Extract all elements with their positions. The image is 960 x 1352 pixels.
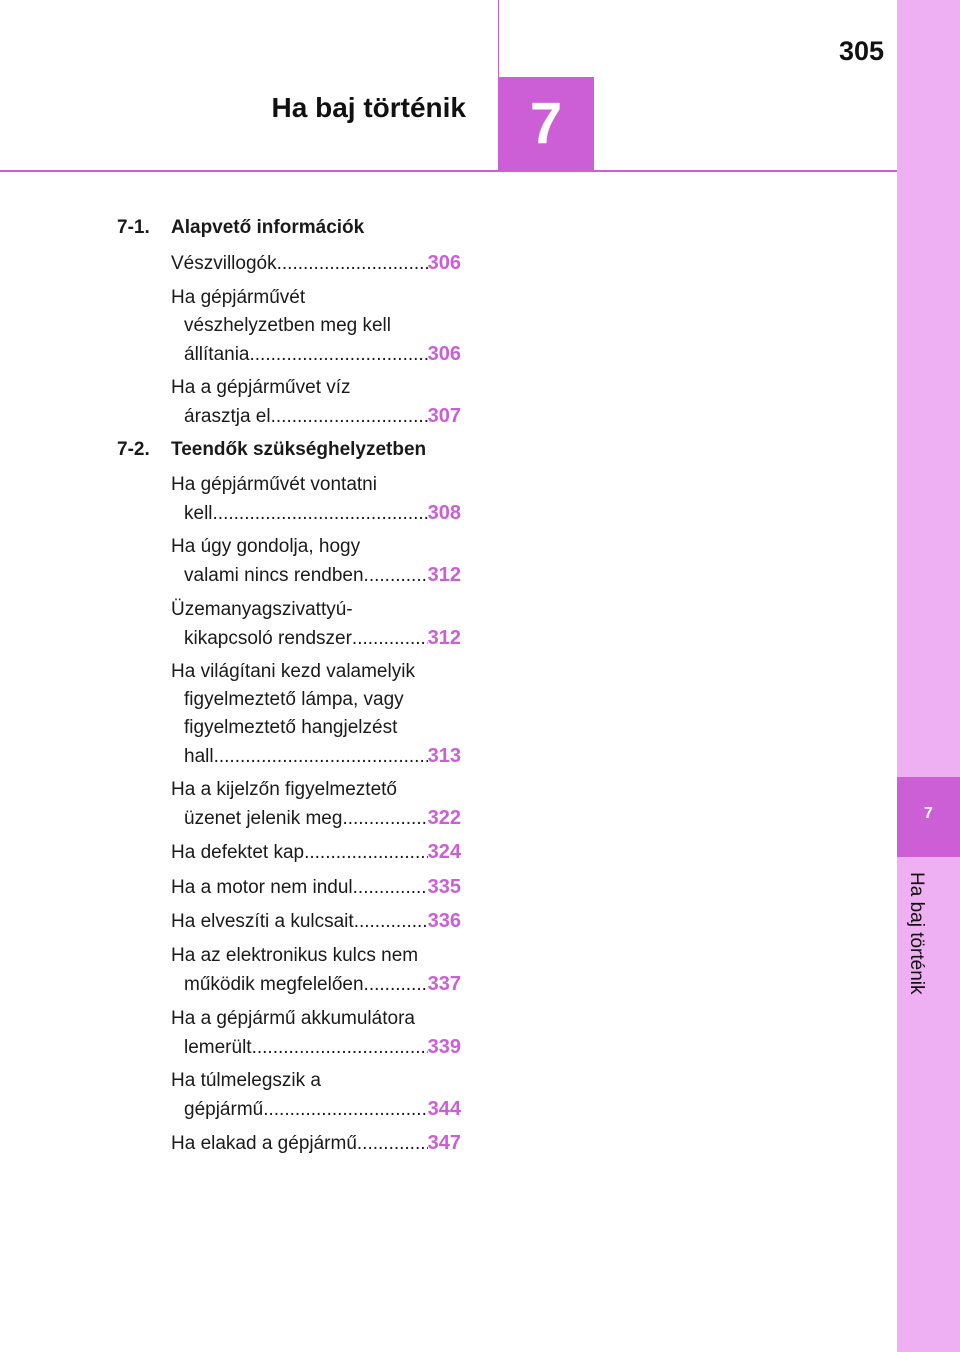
- entry-text: figyelmeztető lámpa, vagy: [184, 689, 404, 710]
- entry-text: gépjármű: [184, 1099, 264, 1120]
- entry-text: hall: [184, 746, 214, 767]
- entry-text: valami nincs rendben: [184, 565, 364, 586]
- toc-entry[interactable]: [171, 873, 461, 902]
- entry-page[interactable]: 344: [427, 1098, 461, 1120]
- page-number: 305: [838, 36, 884, 66]
- entry-page[interactable]: 335: [427, 876, 461, 898]
- entry-text: üzenet jelenik meg: [184, 808, 343, 829]
- toc-entry[interactable]: [171, 249, 461, 278]
- section-number: 7-1.: [117, 217, 150, 238]
- leader-dots: [342, 805, 427, 833]
- leader-dots: [213, 500, 428, 528]
- toc-entry[interactable]: [171, 1005, 461, 1062]
- entry-page[interactable]: 307: [427, 405, 461, 427]
- entry-text: Ha túlmelegszik a: [171, 1070, 321, 1091]
- entry-text: Ha elveszíti a kulcsait: [171, 911, 354, 932]
- entry-text: Ha a gépjármű akkumulátora: [171, 1008, 415, 1029]
- toc-entry[interactable]: [171, 471, 461, 528]
- leader-dots: [250, 341, 428, 369]
- leader-dots: [263, 1096, 427, 1124]
- section-title: Alapvető információk: [171, 217, 365, 238]
- entry-text: kikapcsoló rendszer: [184, 628, 352, 649]
- leader-dots: [304, 839, 428, 867]
- entry-text: állítania: [184, 344, 250, 365]
- section-number: 7-2.: [117, 439, 150, 460]
- leader-dots: [357, 1130, 428, 1158]
- entry-page[interactable]: 322: [427, 807, 461, 829]
- entry-page[interactable]: 308: [427, 502, 461, 524]
- entry-page[interactable]: 306: [427, 343, 461, 365]
- toc-entry[interactable]: [171, 658, 461, 771]
- leader-dots: [271, 403, 428, 431]
- toc-entry[interactable]: [171, 776, 461, 833]
- entry-text: Ha úgy gondolja, hogy: [171, 536, 361, 557]
- leader-dots: [277, 250, 428, 278]
- side-chapter-label: Ha baj történik: [906, 872, 927, 995]
- entry-text: lemerült: [184, 1037, 252, 1058]
- toc-entry[interactable]: [171, 1129, 461, 1158]
- leader-dots: [352, 625, 428, 653]
- side-tab-number: 7: [924, 805, 933, 822]
- entry-page[interactable]: 313: [427, 745, 461, 767]
- toc-entry[interactable]: [171, 838, 461, 867]
- entry-text: Ha elakad a gépjármű: [171, 1133, 357, 1154]
- entry-text: működik megfelelően: [184, 974, 364, 995]
- side-chapter-tab[interactable]: [897, 777, 960, 857]
- section-heading: [117, 436, 426, 464]
- entry-page[interactable]: 337: [427, 973, 461, 995]
- entry-text: Ha az elektronikus kulcs nem: [171, 945, 419, 966]
- toc-entry[interactable]: [171, 596, 461, 653]
- toc-entry[interactable]: [171, 533, 461, 590]
- entry-page[interactable]: 339: [427, 1036, 461, 1058]
- entry-page[interactable]: 312: [427, 627, 461, 649]
- entry-text: Ha a gépjárművet víz: [171, 377, 351, 398]
- leader-dots: [364, 971, 428, 999]
- entry-page[interactable]: 324: [427, 841, 461, 863]
- leader-dots: [252, 1034, 428, 1062]
- entry-text: Vészvillogók: [171, 253, 277, 274]
- leader-dots: [214, 743, 428, 771]
- entry-text: kell: [184, 503, 213, 524]
- entry-text: Ha defektet kap: [171, 842, 305, 863]
- entry-page[interactable]: 336: [427, 910, 461, 932]
- entry-text: figyelmeztető hangjelzést: [184, 717, 398, 738]
- entry-page[interactable]: 306: [427, 252, 461, 274]
- toc-entry[interactable]: [171, 374, 461, 431]
- entry-text: vészhelyzetben meg kell: [184, 315, 391, 336]
- entry-text: Üzemanyagszivattyú-: [171, 599, 353, 620]
- leader-dots: [353, 874, 428, 902]
- entry-text: Ha a motor nem indul: [171, 877, 353, 898]
- leader-dots: [364, 562, 428, 590]
- section-title: Teendők szükséghelyzetben: [171, 439, 427, 460]
- toc-entry[interactable]: [171, 1067, 461, 1124]
- entry-text: Ha gépjárművét: [171, 287, 306, 308]
- chapter-title: Ha baj történik: [271, 92, 466, 123]
- side-strip: [897, 0, 960, 1352]
- entry-text: árasztja el: [184, 406, 271, 427]
- chapter-number: 7: [529, 91, 563, 156]
- toc-entry[interactable]: [171, 907, 461, 936]
- entry-text: Ha a kijelzőn figyelmeztető: [171, 779, 397, 800]
- leader-dots: [354, 908, 428, 936]
- toc-entry[interactable]: [171, 284, 461, 369]
- entry-text: Ha gépjárművét vontatni: [171, 474, 377, 495]
- toc-entry[interactable]: [171, 942, 461, 999]
- entry-page[interactable]: 312: [427, 564, 461, 586]
- entry-page[interactable]: 347: [427, 1132, 461, 1154]
- section-heading: [117, 214, 364, 242]
- entry-text: Ha világítani kezd valamelyik: [171, 661, 415, 682]
